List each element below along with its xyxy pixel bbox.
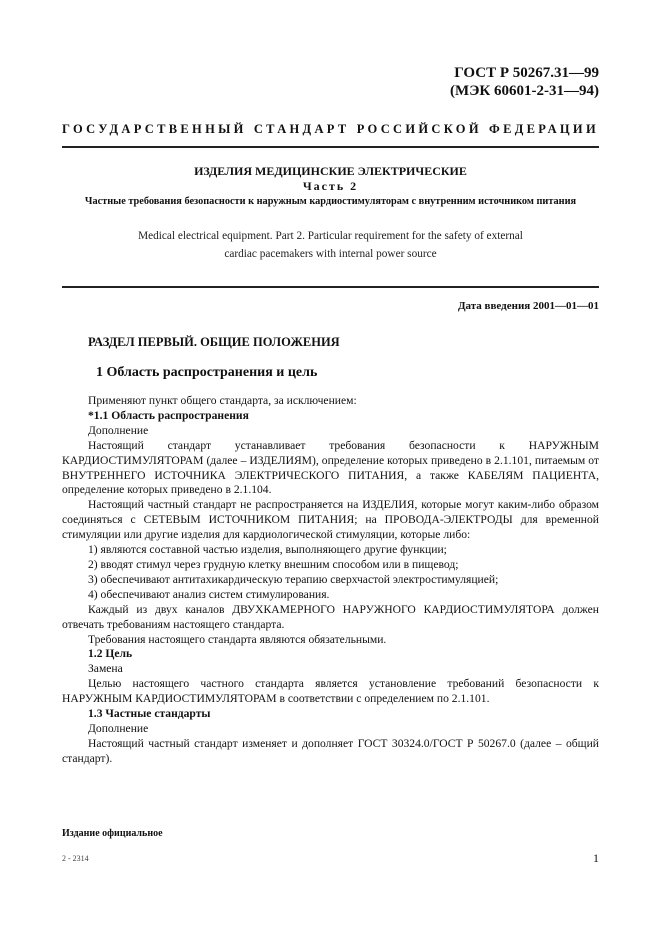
body-paragraph: Настоящий частный стандарт изменяет и дополняет ГОСТ 30324.0/ГОСТ Р 50267.0 (далее – общий стандарт).: [62, 736, 599, 765]
body-paragraph: Требования настоящего стандарта являются обязательными.: [88, 632, 387, 646]
body-paragraph: Настоящий частный стандарт не распространяется на ИЗДЕЛИЯ, которые могут каким-либо образом соединяться с СЕТЕВЫМ ИСТОЧНИКОМ ПИТАНИЯ; на ПРОВОДА-ЭЛЕКТРОДЫ для временной стимуляции или другие изделия для кардиологической стимуляции, которые либо:: [62, 498, 599, 542]
body-paragraph: Дополнение: [88, 423, 149, 437]
introduction-date: Дата введения 2001—01—01: [457, 300, 599, 312]
body-paragraph: Настоящий стандарт устанавливает требования безопасности к НАРУЖНЫМ КАРДИОСТИМУЛЯТОРАМ (далее – ИЗДЕЛИЯМ), определение которых приведено в 2.1.101, питаемым от ВНУТРЕННЕГО ИСТОЧНИКА ЭЛЕКТРИЧЕСКОГО ПИТАНИЯ, а также КАБЕЛЯМ ПАЦИЕНТА, определение которых приведено в 2.1.104.: [62, 438, 599, 497]
banner-word: СТАНДАРТ: [253, 122, 350, 136]
body-paragraph: Целью настоящего частного стандарта является установление требований безопасности к НАРУЖНЫМ КАРДИОСТИМУЛЯТОРАМ в соответствии с определением по 2.1.101.: [62, 677, 599, 706]
title-divider: [62, 286, 599, 288]
body-paragraph: Замена: [88, 662, 123, 676]
body-paragraph: Дополнение: [88, 721, 149, 735]
page-number: 1: [593, 851, 599, 865]
subsection-heading: *1.1 Область распространения: [88, 408, 249, 422]
body-paragraph: Каждый из двух каналов ДВУХКАМЕРНОГО НАРУЖНОГО КАРДИОСТИМУЛЯТОРА должен отвечать требованиям настоящего стандарта.: [62, 602, 599, 631]
state-standard-banner: [62, 122, 599, 137]
body-paragraph: 1) являются составной частью изделия, выполняющего другие функции;: [88, 543, 447, 557]
body-paragraph: 4) обеспечивают анализ систем стимулирования.: [88, 587, 330, 601]
title-block: [62, 164, 599, 263]
gost-number: ГОСТ Р 50267.31—99: [454, 65, 599, 81]
english-title: [62, 227, 599, 263]
body-paragraph: Применяют пункт общего стандарта, за исключением:: [88, 394, 357, 407]
body-paragraph: 2) вводят стимул через грудную клетку внешним способом или в пищевод;: [88, 557, 459, 571]
iec-number: (МЭК 60601-2-31—94): [450, 83, 599, 99]
body-text: [62, 394, 599, 767]
banner-word: ФЕДЕРАЦИИ: [489, 122, 599, 136]
title-subtitle: Частные требования безопасности к наружным кардиостимуляторам с внутренним источником питания: [84, 196, 577, 207]
section-heading: РАЗДЕЛ ПЕРВЫЙ. ОБЩИЕ ПОЛОЖЕНИЯ: [88, 335, 340, 349]
banner-word: ГОСУДАРСТВЕННЫЙ: [62, 122, 247, 136]
english-title-line: Medical electrical equipment. Part 2. Particular requirement for the safety of external: [138, 230, 523, 242]
standard-number-block: [450, 64, 599, 100]
subsection-heading: 1.3 Частные стандарты: [88, 707, 211, 721]
english-title-line: cardiac pacemakers with internal power source: [224, 248, 437, 260]
title-part: Часть 2: [302, 179, 359, 193]
scope-heading: 1 Область распространения и цель: [96, 365, 318, 380]
subsection-heading: 1.2 Цель: [88, 647, 133, 661]
top-divider: [62, 146, 599, 148]
body-paragraph: 3) обеспечивают антитахикардическую терапию сверхчастой электростимуляцией;: [88, 572, 499, 586]
edition-label: Издание официальное: [62, 828, 163, 839]
print-code: 2 - 2314: [62, 854, 89, 863]
title-main: ИЗДЕЛИЯ МЕДИЦИНСКИЕ ЭЛЕКТРИЧЕСКИЕ: [194, 164, 467, 178]
banner-word: РОССИЙСКОЙ: [356, 122, 482, 136]
